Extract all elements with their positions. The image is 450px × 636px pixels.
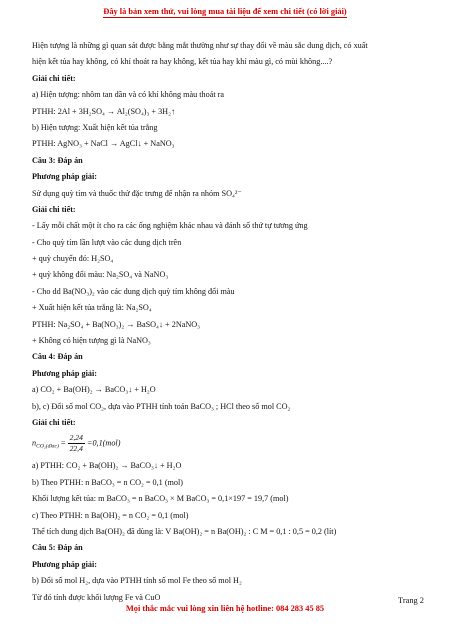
q4-line: c) Theo PTHH: n Ba(OH)₂ = n CO₂ = 0,1 (mol) <box>32 510 189 520</box>
q3-line: + quỳ không đổi màu: Na₂SO₄ và NaNO₃ <box>32 270 169 280</box>
q2-a: a) Hiện tượng: nhôm tan dần và có khí không màu thoát ra <box>32 90 225 100</box>
formula-lhs: n <box>32 438 37 448</box>
fraction-denominator: 22,4 <box>69 444 83 454</box>
q2-eq-a: PTHH: 2Al + 3H₂SO₄ → Al₂(SO₄)₃ + 3H₂↑ <box>32 106 176 116</box>
q4-line: Khối lượng kết tủa: m BaCO₃ = n BaCO₃ × M BaCO₃ = 0,1×197 = 19,7 (mol) <box>32 494 289 504</box>
q4-line: b) Theo PTHH: n BaCO₃ = n CO₂ = 0,1 (mol) <box>32 477 184 487</box>
q5-line: Từ đó tính được khối lượng Fe và CuO <box>32 592 161 602</box>
q3-line: PTHH: Na₂SO₄ + Ba(NO₃)₂ → BaSO₄↓ + 2NaNO₃ <box>32 319 201 329</box>
q4-method-heading: Phương pháp giải: <box>32 368 97 378</box>
q3-title: Câu 3: Đáp án <box>32 155 83 165</box>
q5-method-heading: Phương pháp giải: <box>32 559 97 569</box>
q4-title: Câu 4: Đáp án <box>32 352 83 362</box>
q2-b: b) Hiện tượng: Xuất hiện kết tủa trắng <box>32 122 158 132</box>
q5-line: b) Đổi số mol H₂, dựa vào PTHH tính số mol Fe theo số mol H₂ <box>32 576 242 586</box>
formula-fraction <box>68 433 85 454</box>
q4-detail-heading: Giải chi tiết: <box>32 417 76 427</box>
hotline-footer: Mọi thắc mắc vui lòng xin liên hệ hotline: 084 283 45 85 <box>125 604 325 613</box>
q4-line: a) PTHH: CO₂ + Ba(OH)₂ → BaCO₃↓ + H₂O <box>32 461 182 471</box>
q3-line: + quỳ chuyển đỏ: H₂SO₄ <box>32 254 114 264</box>
document-body <box>32 40 424 608</box>
q3-line: + Không có hiện tượng gì là NaNO₃ <box>32 336 151 346</box>
formula-lhs-sub: CO₂(đktc) <box>36 443 59 450</box>
q3-line: - Cho dd Ba(NO₃)₂ vào các dung dịch quỳ tím không đổi màu <box>32 286 235 296</box>
q3-line: + Xuất hiện kết tủa trắng là: Na₂SO₄ <box>32 303 152 313</box>
page-number: Trang 2 <box>398 596 424 605</box>
fraction-numerator: 2,24 <box>69 433 83 443</box>
q3-line: - Lấy mỗi chất một ít cho ra các ống nghiệm khác nhau và đánh số thứ tự tương ứng <box>32 221 308 231</box>
q3-method: Sử dụng quỳ tím và thuốc thử đặc trưng để nhận ra nhóm SO₄²⁻ <box>32 188 242 198</box>
q3-method-heading: Phương pháp giải: <box>32 172 97 182</box>
q4-method-b: b), c) Đổi số mol CO₂, dựa vào PTHH tính toán BaCO₃ ; HCl theo số mol CO₂ <box>32 401 291 411</box>
q3-detail-heading: Giải chi tiết: <box>32 204 76 214</box>
q3-line: - Cho quỳ tím lần lượt vào các dung dịch trên <box>32 237 182 247</box>
formula-rhs: =0,1(mol) <box>86 438 121 448</box>
q4-line: Thể tích dung dịch Ba(OH)₂ đã dùng là: V Ba(OH)₂ = n Ba(OH)₂ : C M = 0,1 : 0,5 = 0,2 (lít) <box>32 526 337 536</box>
q2-detail-heading: Giải chi tiết: <box>32 73 76 83</box>
q5-title: Câu 5: Đáp án <box>32 543 83 553</box>
q2-eq-b: PTHH: AgNO₃ + NaCl → AgCl↓ + NaNO₃ <box>32 139 175 149</box>
mole-formula: $n_{CO_2(đktc)}$ = $\frac{2,24}{22,4}$ =0,1(mol) <box>32 433 121 454</box>
q4-method-a: a) CO₂ + Ba(OH)₂ → BaCO₃↓ + H₂O <box>32 385 156 395</box>
intro-line-2: hiện kết tủa hay không, có khí thoát ra hay không, kết tủa hay khí màu gì, có mùi không....? <box>32 57 333 67</box>
intro-line-1: Hiện tượng là những gì quan sát được bằng mắt thường như sự thay đổi về màu sắc dung dịch, có xuất <box>32 41 368 50</box>
preview-notice: Đây là bản xem thử, vui lòng mua tài liệu để xem chi tiết (có lời giải) <box>103 7 347 16</box>
